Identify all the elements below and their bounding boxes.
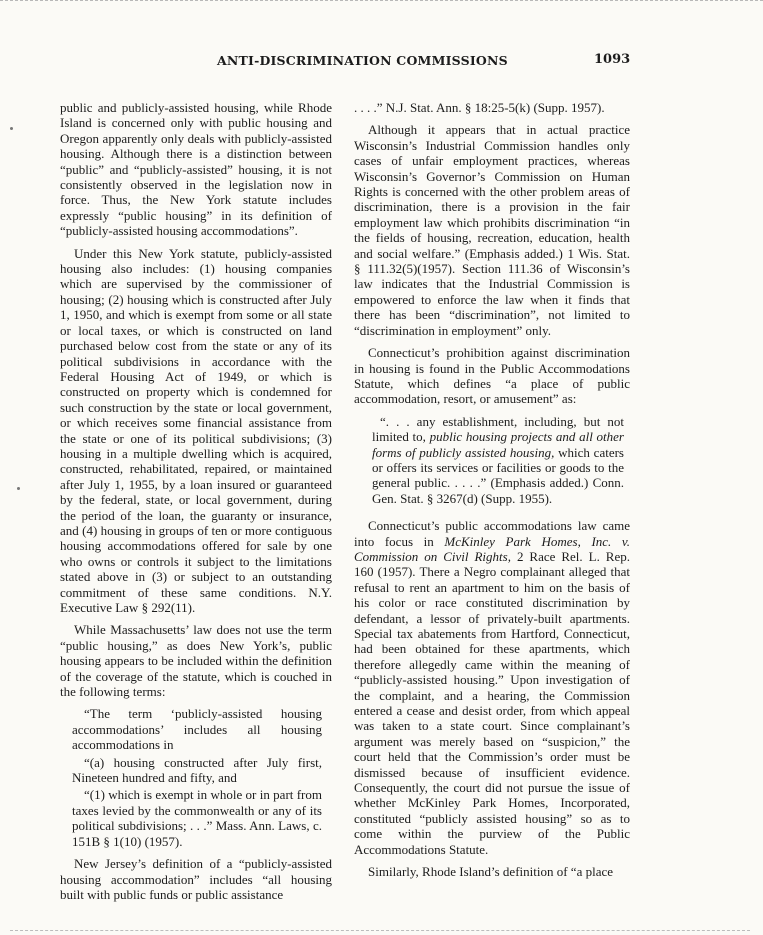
margin-mark <box>17 487 20 490</box>
quote-text: which caters or offers its services or facilities or goods to the general public. . . . .” (Emphasis added.) Conn. Gen. Stat. § 3267(d) (Supp. 1955). <box>372 444 624 506</box>
quote-line: “(a) housing constructed after July first, Nineteen hundred and fifty, and <box>72 754 322 786</box>
paragraph: public and publicly-assisted housing, while Rhode Island is concerned only with public housing and Oregon apparently only deals with publicly-assisted housing. Although there is a distinction between “public” and “publicly-assisted” housing, it is not consistently observed in the legislation now in force. Thus, the New York statute includes expressly “public housing” in its definition of “publicly-assisted housing accommodations”. <box>60 100 332 239</box>
running-title: ANTI-DISCRIMINATION COMMISSIONS <box>217 53 508 68</box>
quote-text: “. . . any establishment, including, but not limited to, <box>372 413 624 445</box>
paragraph <box>354 518 630 857</box>
left-column <box>60 100 332 909</box>
page-header <box>0 53 763 73</box>
right-column <box>354 100 630 887</box>
paragraph: Under this New York statute, publicly-assisted housing also includes: (1) housing companies which are supervised by the commissioner of housing; (2) housing which is constructed after July 1, 1950, and which is exempt from some or all state or local taxes, or which is constructed on land purchased below cost from the state or any of its political subdivisions in accordance with the Federal Housing Act of 1949, or which is constructed on property which is condemned for such construction by the state or local government, or which receives some financial assistance from the state or one of its political subdivisions; (3) housing in a multiple dwelling which is acquired, constructed, rehabilitated, repaired, or maintained after July 1, 1955, by a loan insured or guaranteed by the federal, state, or local government, during the period of the loan, the guaranty or insurance, and (4) housing in groups of ten or more contiguous housing accommodations offered for sale by one who owns or controls it subject to the limitations stated above in (3) or subject to an outstanding commitment of these same conditions. N.Y. Executive Law § 292(11). <box>60 245 332 615</box>
case-name: McKinley Park Homes, Inc. v. Commission on Civil Rights, <box>354 533 630 564</box>
margin-mark <box>10 127 13 130</box>
paragraph: Although it appears that in actual practice Wisconsin’s Industrial Commission handles only cases of unfair employment practices, whereas Wisconsin’s Governor’s Commission on Human Rights is concerned with the other problem areas of discrimination, there is a provision in the fair employment law which prohibits discrimination “in the fields of housing, recreation, education, health and social welfare.” (Emphasis added.) 1 Wis. Stat. § 111.32(5)(1957). Section 111.36 of Wisconsin’s law indicates that the Industrial Commission is empowered to enforce the law when it finds that there has been “discrimination”, not limited to “discrimination in employment” only. <box>354 122 630 338</box>
paragraph: Similarly, Rhode Island’s definition of “a place <box>368 864 614 880</box>
paragraph-text: 2 Race Rel. L. Rep. 160 (1957). There a Negro complainant alleged that refusal to rent an apartment to him on the basis of his color or race constituted discrimination by defendant, a lessor of privately-built apartments. Special tax abatements from Hartford, Connecticut, had been obtained for these apartments, which therefore allegedly came within the meaning of “publicly-assisted housing.” Upon investigation of the complaint, and a hearing, the Commission entered a cease and desist order, from which appeal was taken to a state court. Since complainant’s argument was merely based on “suspicion,” the court held that the Commission’s order must be dismissed because of insufficient evidence. Consequently, the court did not pursue the issue of whether McKinley Park Homes, Incorporated, constituted “publicly assisted housing” so as to come within the purview of the Public Accommodations Statute. <box>354 548 630 857</box>
quote-line: “(1) which is exempt in whole or in part from taxes levied by the commonwealth or any of its political subdivisions; . . .” Mass. Ann. Laws, c. 151B § 1(10) (1957). <box>72 787 322 849</box>
paragraph: Connecticut’s prohibition against discrimination in housing is found in the Public Accommodations Statute, which defines “a place of public accommodation, resort, or amusement” as: <box>354 345 630 407</box>
paragraph: While Massachusetts’ law does not use the term “public housing,” as does New York’s, public housing appears to be included within the definition of the coverage of the statute, which is couched in the following terms: <box>60 622 332 700</box>
paragraph: . . . .” N.J. Stat. Ann. § 18:25-5(k) (Supp. 1957). <box>354 100 605 115</box>
top-rule <box>0 0 763 1</box>
paragraph: New Jersey’s definition of a “publicly-assisted housing accommodation” includes “all housing built with public funds or public assistance <box>60 856 332 902</box>
block-quote <box>372 414 624 506</box>
page-number: 1093 <box>594 52 631 67</box>
bottom-rule <box>10 930 750 931</box>
paragraph-text: Connecticut’s public accommodations law came into focus in <box>354 518 630 549</box>
emphasized-text: public housing projects and all other forms of publicly assisted housing, <box>372 429 624 460</box>
quote-line: “The term ‘publicly-assisted housing accommodations’ includes all housing accommodations in <box>72 706 322 753</box>
